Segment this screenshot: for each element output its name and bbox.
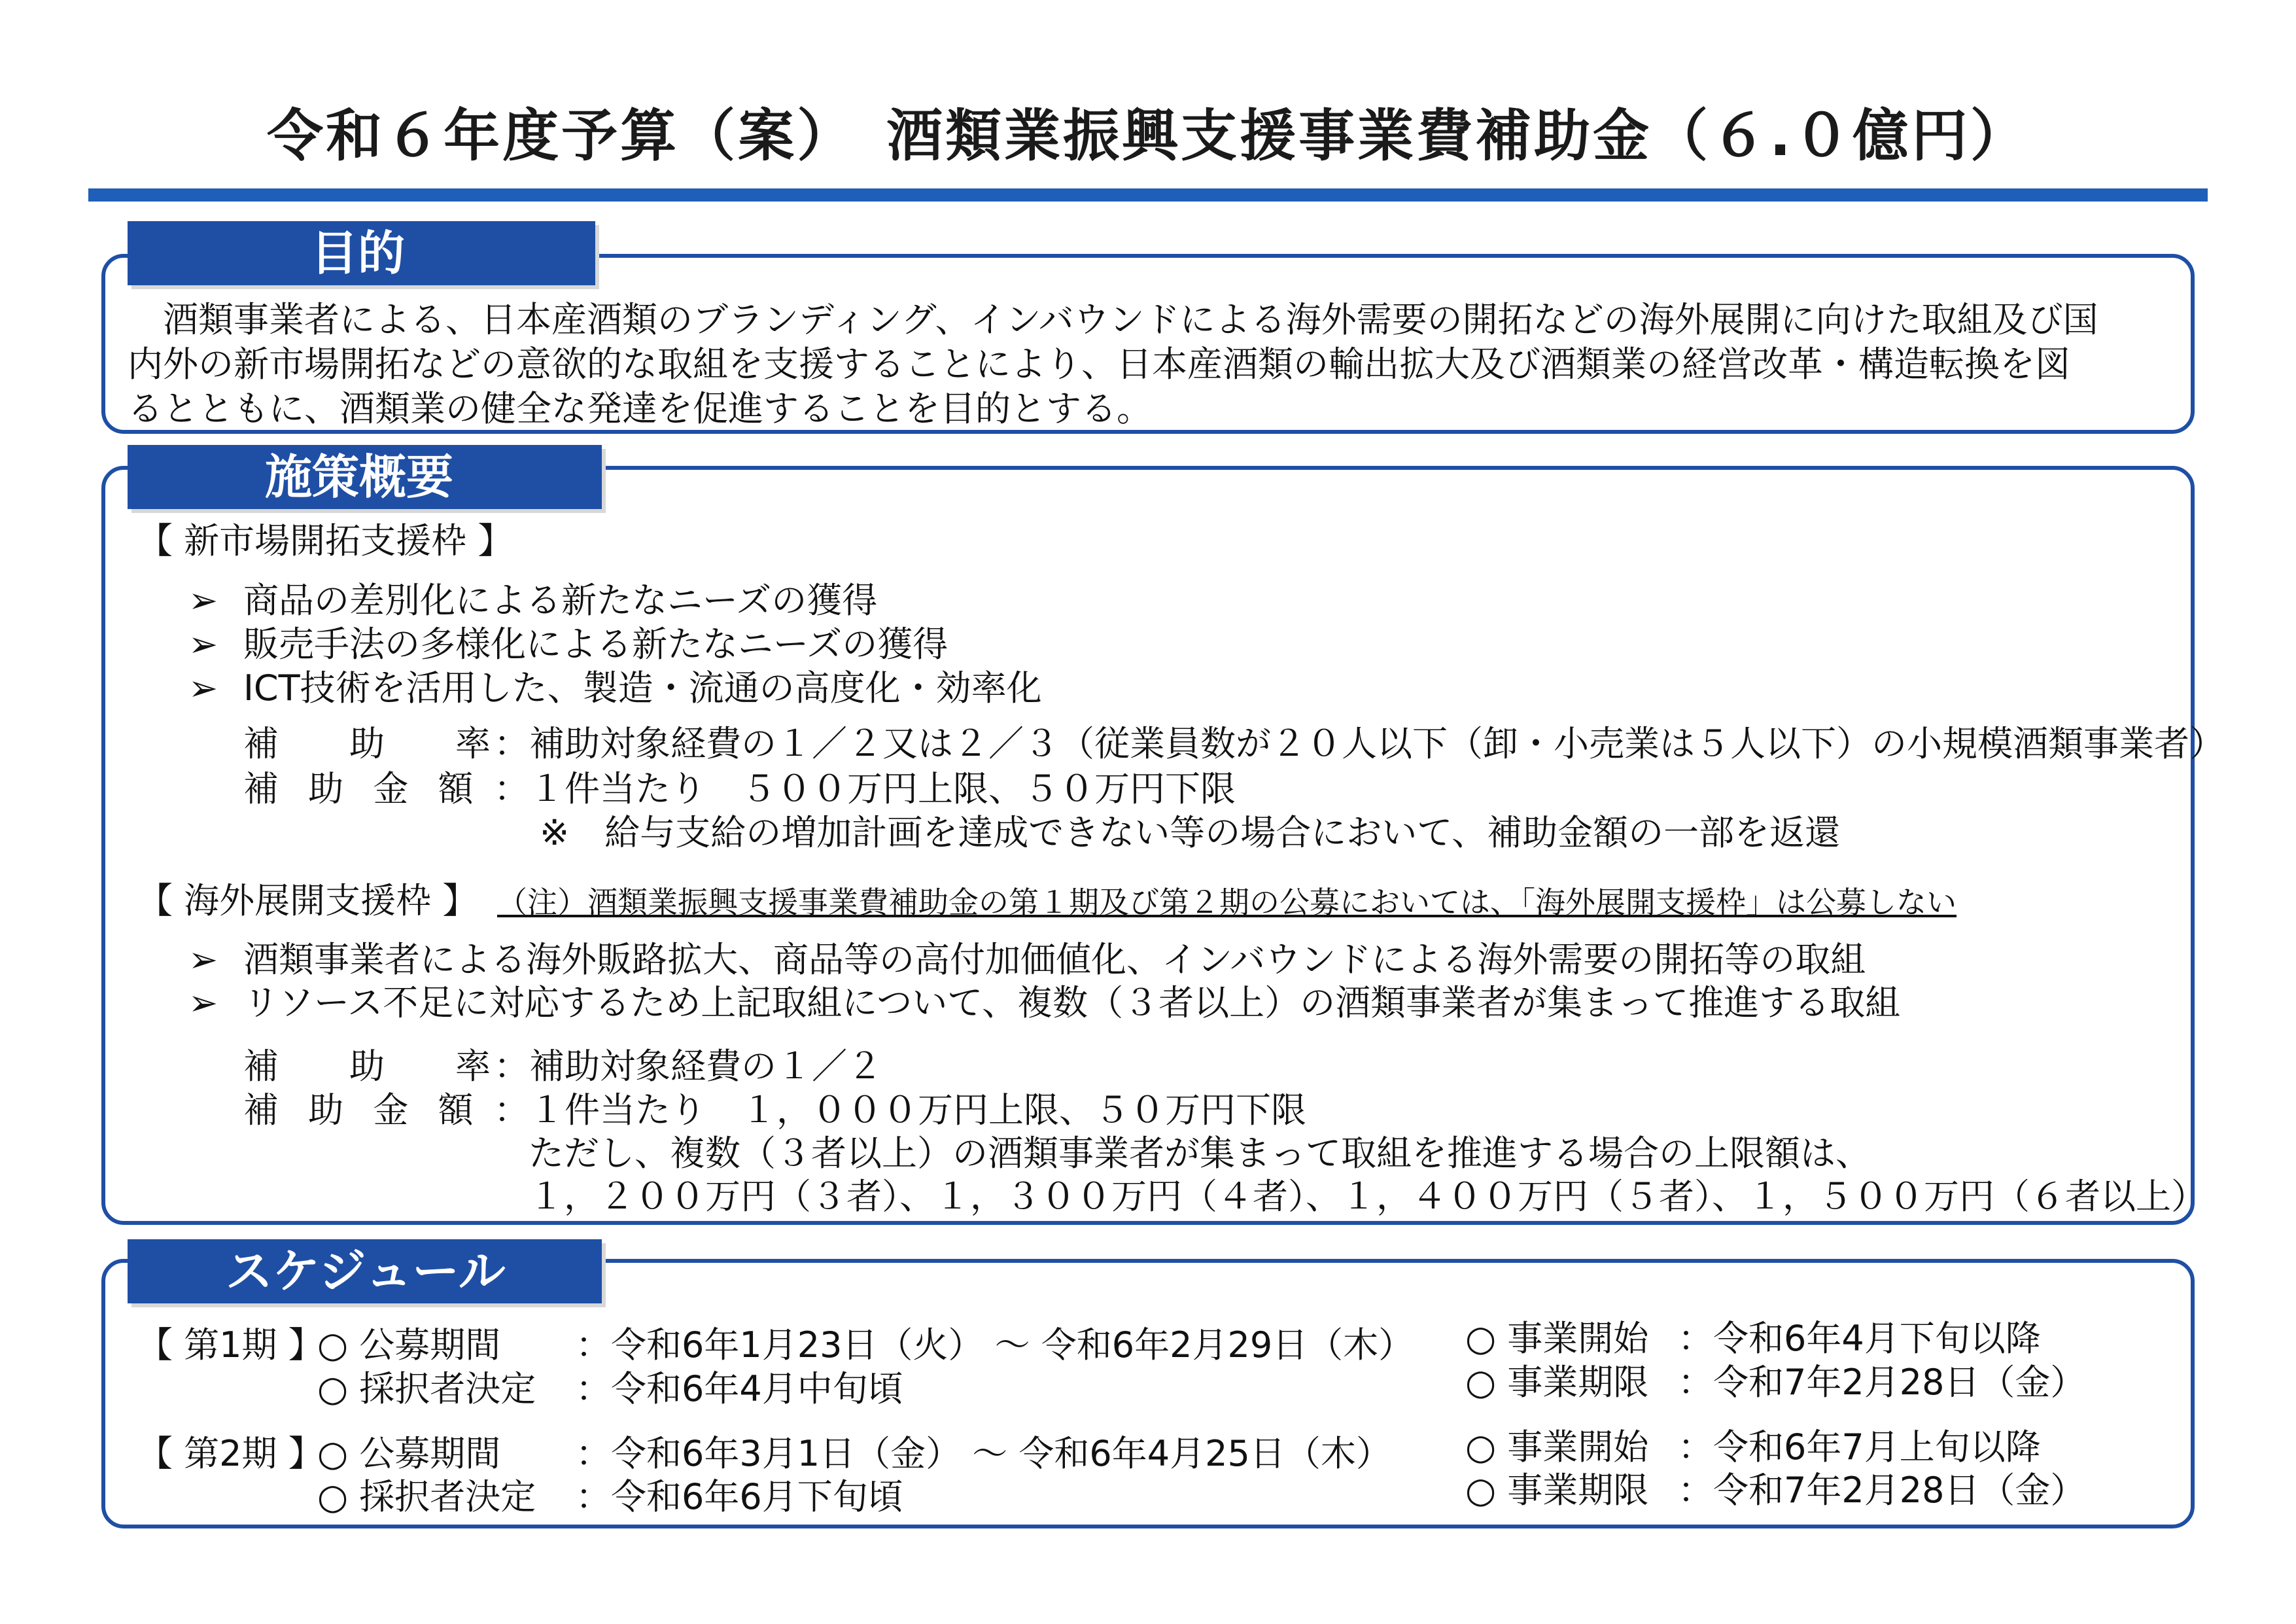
period-public-label: ○ 公募期間 [317, 1324, 501, 1366]
arrow-bullet-icon: ➢ [188, 939, 218, 980]
arrow-bullet-icon: ➢ [188, 624, 218, 665]
period-select-label: ○ 採択者決定 [317, 1476, 536, 1517]
period-label: 【 第2期 】 [137, 1433, 324, 1474]
period-select-value: ：令和6年6月下旬頃 [576, 1476, 903, 1517]
period-end-label: ○ 事業期限 [1465, 1362, 1649, 1403]
overseas-amount-value: ：１件当たり １，０００万円上限、５０万円下限 [494, 1089, 1306, 1131]
schedule-heading: スケジュール [128, 1239, 602, 1303]
overseas-rate-value: ：補助対象経費の１／２ [494, 1046, 882, 1087]
overseas-note: （注）酒類業振興支援事業費補助金の第１期及び第２期の公募においては、「海外展開支援枠」は公募しない [497, 885, 1957, 920]
title-underline [88, 188, 2208, 202]
purpose-heading: 目的 [128, 221, 595, 285]
new-market-rate-value: ：補助対象経費の１／２又は２／３（従業員数が２０人以下（卸・小売業は５人以下）の小規模酒類事業者） [494, 723, 2225, 764]
period-select-label: ○ 採択者決定 [317, 1368, 536, 1409]
period-start-value: ：令和6年7月上旬以降 [1678, 1426, 2041, 1468]
new-market-amount-value: ：１件当たり ５００万円上限、５０万円下限 [494, 768, 1236, 809]
arrow-bullet-icon: ➢ [188, 667, 218, 709]
period-start-label: ○ 事業開始 [1465, 1318, 1649, 1359]
new-market-bullet: ICT技術を活用した、製造・流通の高度化・効率化 [243, 667, 1042, 709]
period-public-value: ：令和6年1月23日（火） ～ 令和6年2月29日（木） [576, 1324, 1414, 1366]
new-market-bullet: 販売手法の多様化による新たなニーズの獲得 [243, 624, 948, 665]
new-market-label: 【 新市場開拓支援枠 】 [137, 520, 513, 561]
period-start-value: ：令和6年4月下旬以降 [1678, 1318, 2041, 1359]
overseas-bullet: リソース不足に対応するため上記取組について、複数（３者以上）の酒類事業者が集まって推進する取組 [243, 982, 1901, 1023]
overseas-label: 【 海外展開支援枠 】 [137, 880, 478, 921]
page-title: 令和６年度予算（案） 酒類業振興支援事業費補助金（６.０億円） [267, 103, 2029, 169]
new-market-amount-note: ※ 給与支給の増加計画を達成できない等の場合において、補助金額の一部を返還 [540, 812, 1841, 853]
new-market-rate-label: 補 助 率 [243, 723, 491, 764]
overseas-amount-label: 補 助 金 額 [243, 1089, 483, 1131]
arrow-bullet-icon: ➢ [188, 580, 218, 621]
overseas-rate-label: 補 助 率 [243, 1046, 491, 1087]
purpose-text [128, 298, 2162, 431]
period-public-value: ：令和6年3月1日（金） ～ 令和6年4月25日（木） [576, 1433, 1391, 1474]
period-end-value: ：令和7年2月28日（金） [1678, 1362, 2086, 1403]
purpose-line: 酒類事業者による、日本産酒類のブランディング、インバウンドによる海外需要の開拓などの海外展開に向けた取組及び国 [128, 299, 2098, 340]
overview-heading: 施策概要 [128, 445, 602, 509]
new-market-amount-label: 補 助 金 額 [243, 768, 483, 809]
period-end-value: ：令和7年2月28日（金） [1678, 1470, 2086, 1511]
overseas-amount-tiers: １，２００万円（３者）、１，３００万円（４者）、１，４００万円（５者）、１，５００万円（６者以上） [529, 1176, 2206, 1217]
purpose-line: 内外の新市場開拓などの意欲的な取組を支援することにより、日本産酒類の輸出拡大及び酒類業の経営改革・構造転換を図 [128, 344, 2070, 385]
period-start-label: ○ 事業開始 [1465, 1426, 1649, 1468]
period-public-label: ○ 公募期間 [317, 1433, 501, 1474]
period-end-label: ○ 事業期限 [1465, 1470, 1649, 1511]
overseas-amount-note: ただし、複数（３者以上）の酒類事業者が集まって取組を推進する場合の上限額は、 [529, 1133, 1871, 1174]
period-select-value: ：令和6年4月中旬頃 [576, 1368, 903, 1409]
new-market-bullet: 商品の差別化による新たなニーズの獲得 [243, 580, 878, 621]
overseas-bullet: 酒類事業者による海外販路拡大、商品等の高付加価値化、インバウンドによる海外需要の開拓等の取組 [243, 939, 1866, 980]
purpose-line: るとともに、酒類業の健全な発達を促進することを目的とする。 [128, 388, 1152, 429]
period-label: 【 第1期 】 [137, 1324, 324, 1366]
arrow-bullet-icon: ➢ [188, 982, 218, 1023]
